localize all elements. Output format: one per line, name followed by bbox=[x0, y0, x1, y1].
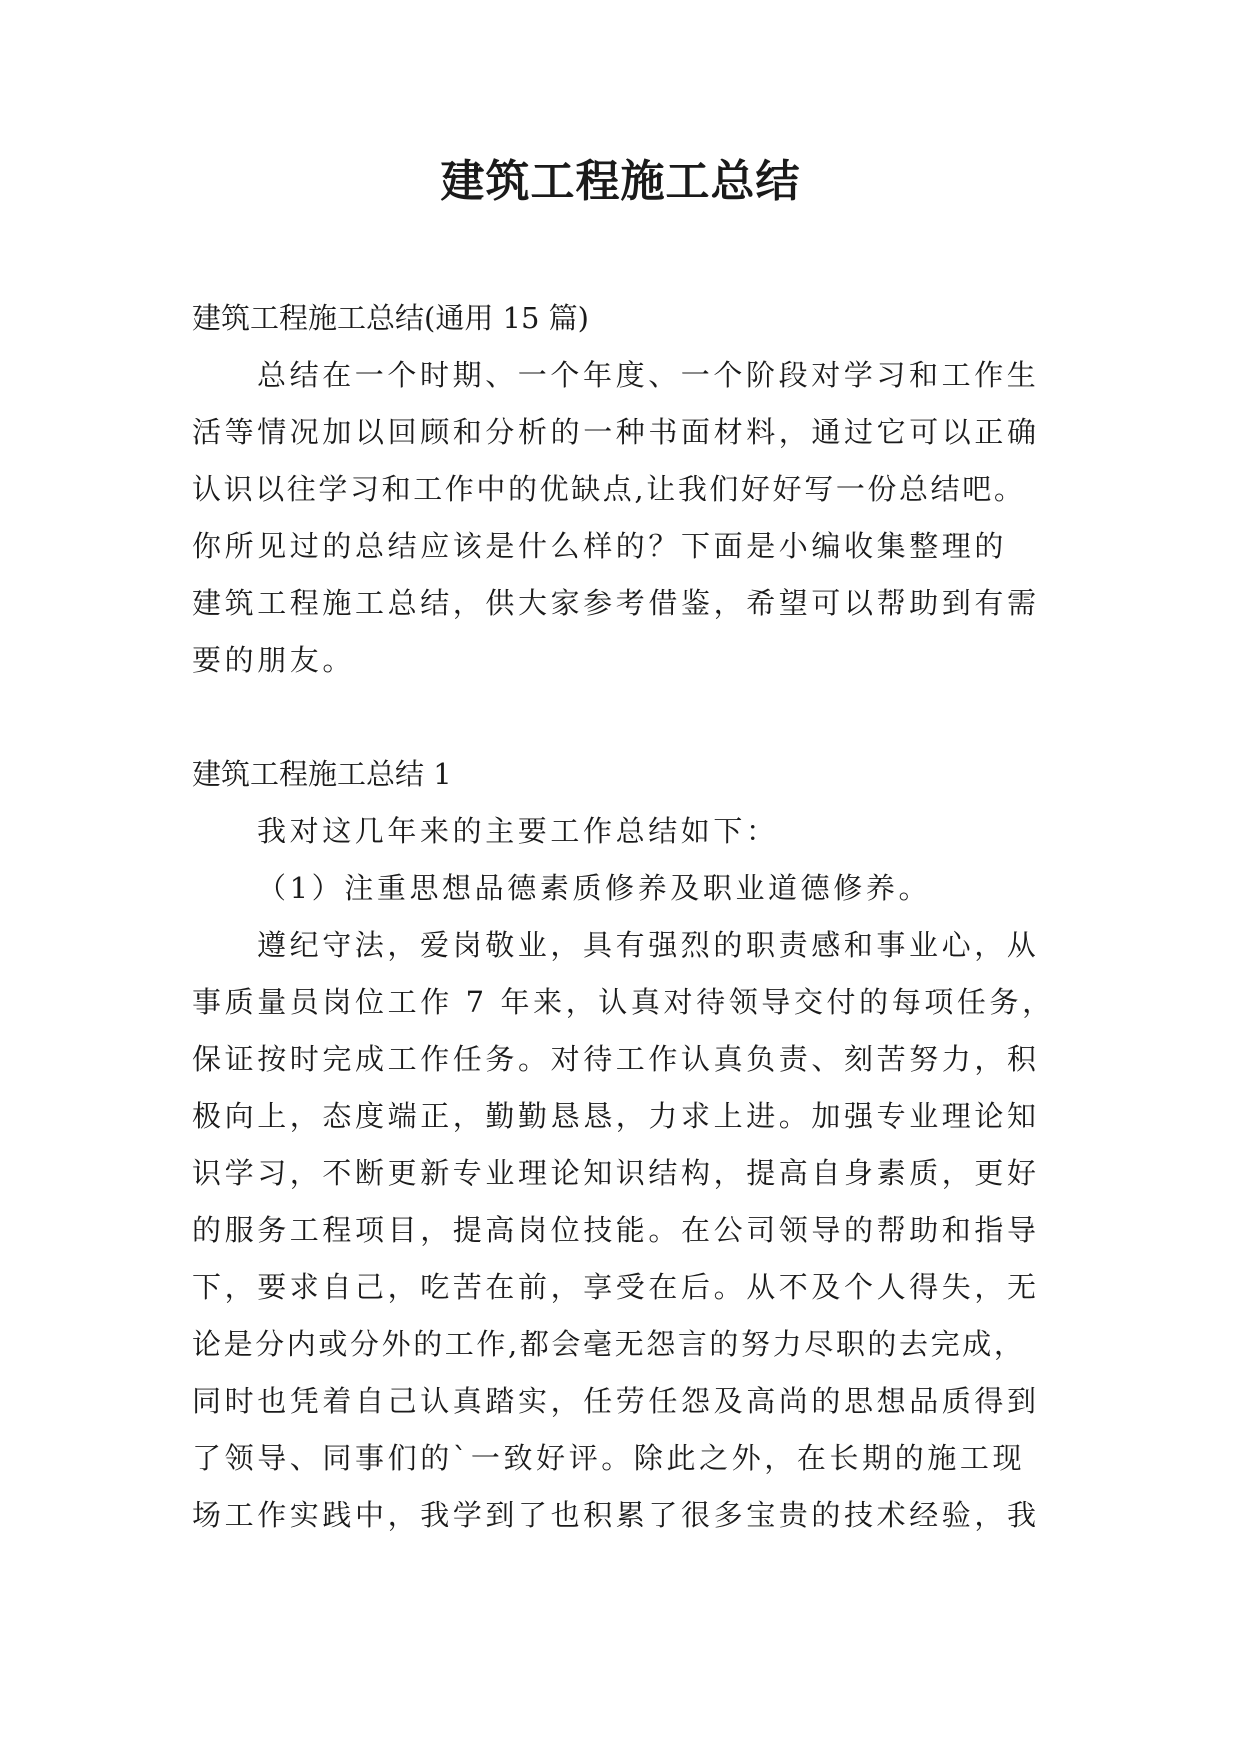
body-line: 论是分内或分外的工作,都会毫无怨言的努力尽职的去完成， bbox=[192, 1327, 1026, 1361]
body-line: 遵纪守法，爱岗敬业，具有强烈的职责感和事业心，从 bbox=[257, 928, 1040, 962]
body-line: 的服务工程项目，提高岗位技能。在公司领导的帮助和指导 bbox=[192, 1213, 1040, 1247]
intro-line: 活等情况加以回顾和分析的一种书面材料，通过它可以正确 bbox=[192, 415, 1040, 449]
body-line: 保证按时完成工作任务。对待工作认真负责、刻苦努力，积 bbox=[192, 1042, 1040, 1076]
body-line: 极向上，态度端正，勤勤恳恳，力求上进。加强专业理论知 bbox=[192, 1099, 1040, 1133]
body-line: 同时也凭着自己认真踏实，任劳任怨及高尚的思想品质得到 bbox=[192, 1384, 1040, 1418]
intro-line: 总结在一个时期、一个年度、一个阶段对学习和工作生 bbox=[257, 358, 1040, 392]
intro-line: 认识以往学习和工作中的优缺点,让我们好好写一份总结吧。 bbox=[192, 472, 1026, 506]
section-heading: 建筑工程施工总结 1 bbox=[192, 757, 452, 791]
body-line: 我对这几年来的主要工作总结如下： bbox=[257, 814, 779, 848]
body-line: 场工作实践中，我学到了也积累了很多宝贵的技术经验，我 bbox=[192, 1498, 1040, 1532]
intro-line: 你所见过的总结应该是什么样的？下面是小编收集整理的 bbox=[192, 529, 1008, 563]
body-line: 下，要求自己，吃苦在前，享受在后。从不及个人得失，无 bbox=[192, 1270, 1040, 1304]
body-line: 识学习，不断更新专业理论知识结构，提高自身素质，更好 bbox=[192, 1156, 1040, 1190]
body-line: 事质量员岗位工作 7 年来，认真对待领导交付的每项任务， bbox=[192, 985, 1055, 1019]
body-line: （1）注重思想品德素质修养及职业道德修养。 bbox=[257, 871, 932, 905]
body-line: 了领导、同事们的`一致好评。除此之外，在长期的施工现 bbox=[192, 1441, 1026, 1475]
intro-line: 要的朋友。 bbox=[192, 643, 356, 677]
intro-line: 建筑工程施工总结，供大家参考借鉴，希望可以帮助到有需 bbox=[192, 586, 1040, 620]
main-heading: 建筑工程施工总结(通用 15 篇) bbox=[192, 301, 589, 335]
document-title: 建筑工程施工总结 bbox=[440, 156, 801, 207]
